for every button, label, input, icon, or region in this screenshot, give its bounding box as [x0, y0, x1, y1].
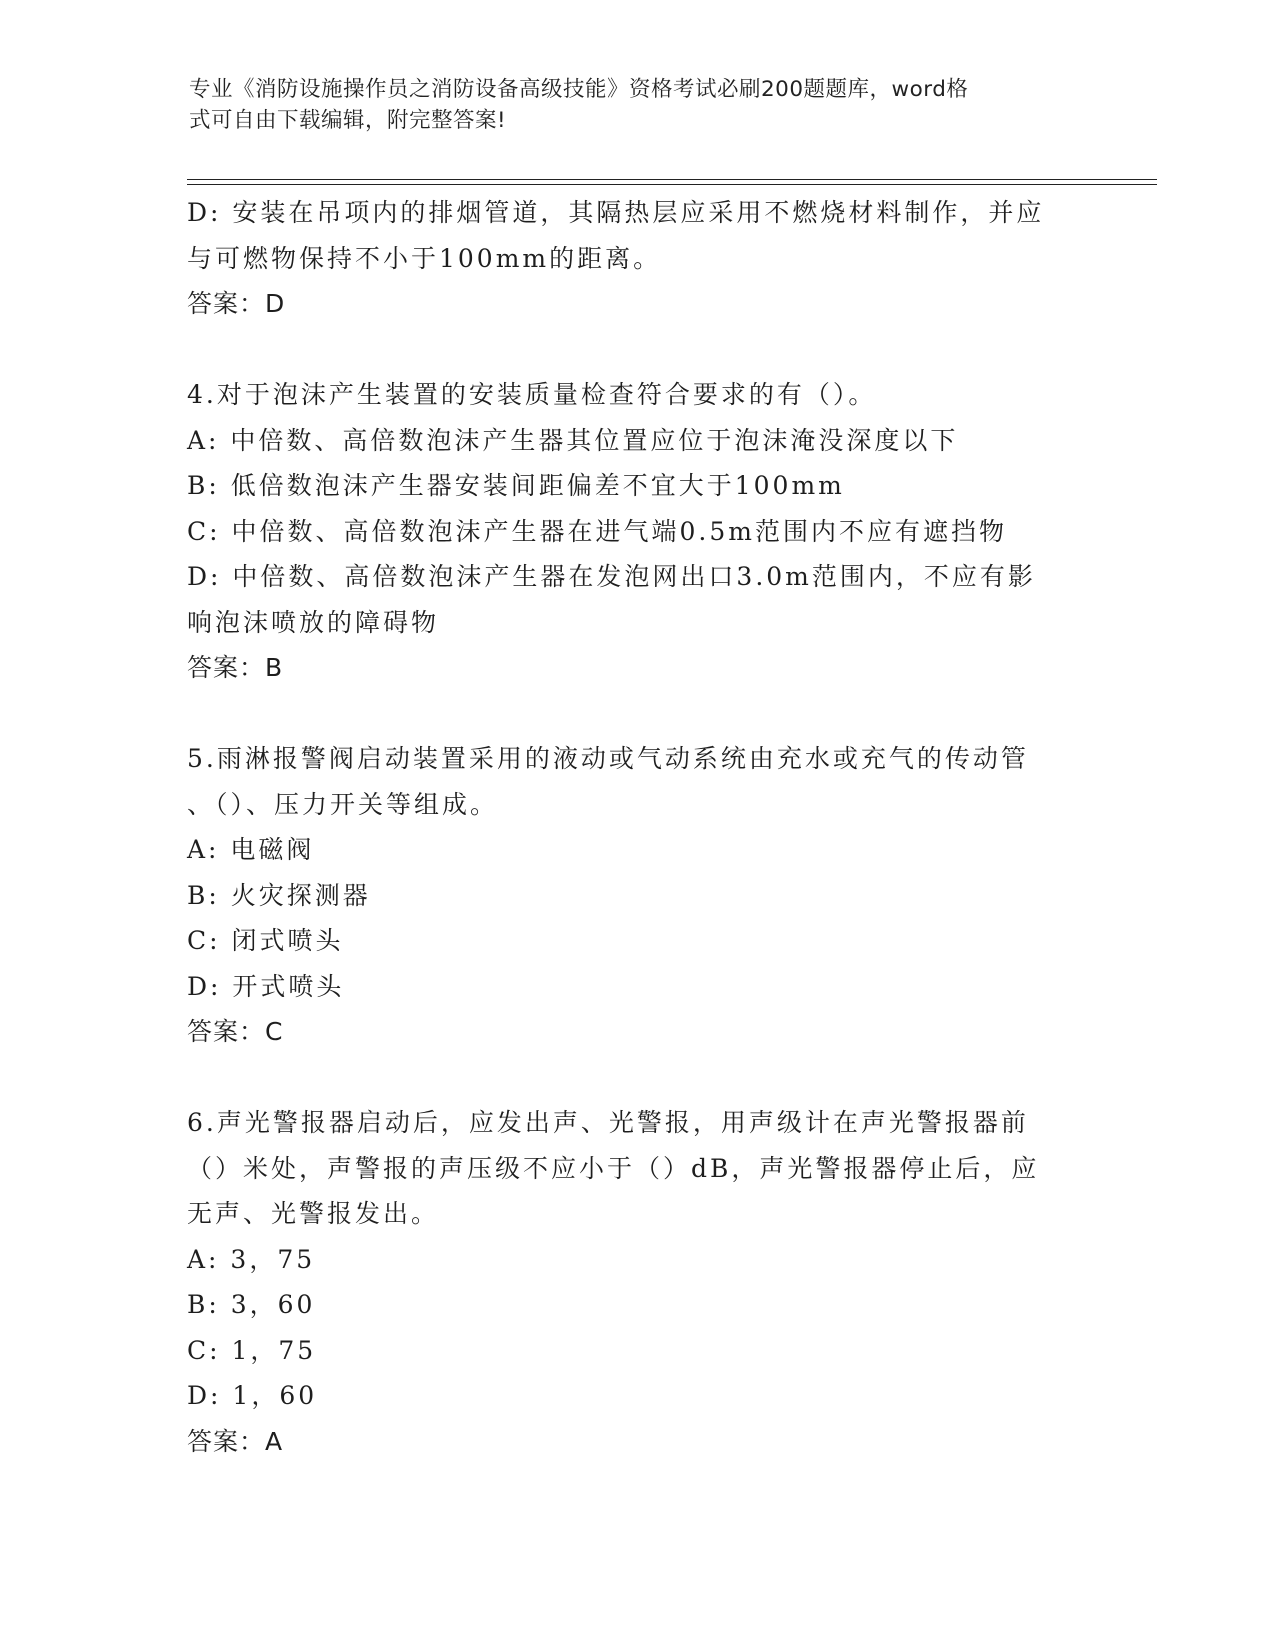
- option-c: C: 闭式喷头: [187, 926, 344, 955]
- option-c: C: 1，75: [187, 1335, 317, 1365]
- option-b: B: 低倍数泡沫产生器安装间距偏差不宜大于100mm: [187, 471, 845, 500]
- answer-line: 答案：D: [187, 289, 286, 318]
- answer-line: 答案：A: [187, 1426, 284, 1456]
- option-c: C: 中倍数、高倍数泡沫产生器在进气端0.5m范围内不应有遮挡物: [187, 516, 1007, 546]
- spacer: [187, 1055, 1087, 1101]
- option-d-line-2: 响泡沫喷放的障碍物: [187, 607, 440, 637]
- answer-line: 答案：B: [187, 653, 284, 682]
- option-d: D: 开式喷头: [187, 971, 345, 1001]
- question-4: [187, 372, 1087, 691]
- header-rule-top: [187, 179, 1157, 180]
- option-a: A: 电磁阀: [187, 835, 315, 864]
- option-b: B: 火灾探测器: [187, 880, 371, 910]
- answer-line: 答案：C: [187, 1017, 284, 1046]
- option-a: A: 3，75: [187, 1244, 316, 1274]
- question-stem: 4.对于泡沫产生装置的安装质量检查符合要求的有（）。: [187, 380, 877, 409]
- question-stem-line-3: 无声、光警报发出。: [187, 1199, 440, 1228]
- option-d-line-1: D: 中倍数、高倍数泡沫产生器在发泡网出口3.0m范围内，不应有影: [187, 562, 1036, 591]
- spacer: [187, 691, 1087, 737]
- question-5: [187, 736, 1087, 1055]
- option-a: A: 中倍数、高倍数泡沫产生器其位置应位于泡沫淹没深度以下: [187, 425, 959, 455]
- option-d-line-1: D: 安装在吊项内的排烟管道，其隔热层应采用不燃烧材料制作，并应: [187, 198, 1045, 227]
- question-stem-line-2: 、（）、压力开关等组成。: [187, 789, 499, 819]
- question-3-tail: [187, 190, 1087, 327]
- question-stem-line-1: 6.声光警报器启动后，应发出声、光警报，用声级计在声光警报器前: [187, 1108, 1029, 1137]
- header-rule-bottom: [187, 184, 1157, 185]
- question-6: [187, 1100, 1087, 1464]
- option-d: D: 1，60: [187, 1381, 318, 1410]
- spacer: [187, 327, 1087, 373]
- header-line-2: 式可自由下载编辑，附完整答案!: [189, 108, 507, 133]
- document-header: [189, 74, 1079, 136]
- question-stem-line-2: （）米处，声警报的声压级不应小于（）dB，声光警报器停止后，应: [187, 1153, 1040, 1183]
- question-content: [187, 190, 1087, 1464]
- question-stem-line-1: 5.雨淋报警阀启动装置采用的液动或气动系统由充水或充气的传动管: [187, 744, 1029, 773]
- option-d-line-2: 与可燃物保持不小于100mm的距离。: [187, 243, 662, 273]
- option-b: B: 3，60: [187, 1290, 316, 1319]
- header-line-1: 专业《消防设施操作员之消防设备高级技能》资格考试必刷200题题库，word格: [189, 77, 969, 102]
